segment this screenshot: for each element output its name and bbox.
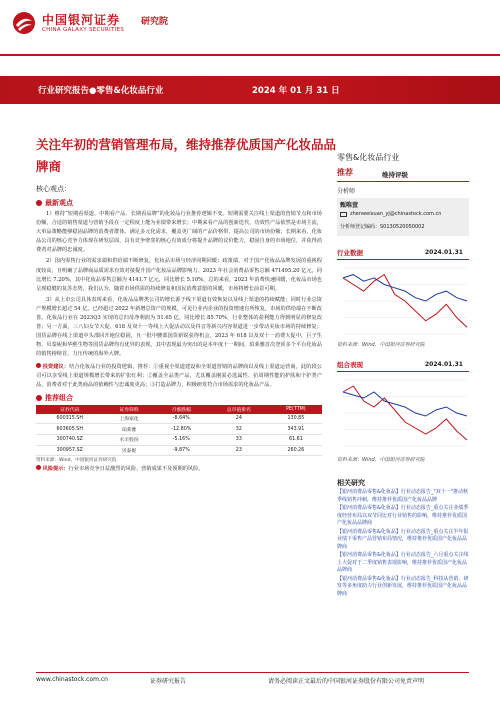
- investment-advice: [36, 363, 322, 390]
- main-content: [36, 198, 322, 474]
- bullet-icon: [36, 200, 42, 206]
- chart1-source: 资料来源：Wind，中国银河证券研究院: [337, 342, 425, 348]
- col-header: 月涨跌幅: [155, 405, 208, 414]
- col-header: 证券简称: [103, 405, 154, 414]
- related-link[interactable]: 【银河消费品零售&化妆品】行业动态报告_六月重点关注线上大促对于二季度销售表现影响，维持推荐优质国产化妆品品牌商: [337, 552, 469, 573]
- portfolio-chart: [337, 374, 469, 452]
- chart2-title: 组合表现: [337, 361, 363, 369]
- table-heading: 推荐组合: [36, 393, 322, 403]
- related-link[interactable]: 【银河消费品零售&化妆品】行业动态报告_"双十一"推动秋季线销售冲刺，维持推荐优质国产化妆品品牌: [337, 489, 469, 503]
- analyst-heading: 分析师: [337, 188, 356, 195]
- paragraph-2: 2）国内零售行业的需求端和供给端不断修复，化妆品市场与经济同期回暖；政策端，对于国产化妆品品牌发展的重视程度较高，且明确了品牌商品质需求有效对接提升国产化妆品品牌影响力。2023 年社会消费品零售总额 471495.20 亿元，同比增长 7.20%，其中化妆品零售总额为 4141.7 亿元，同比增长 5.10%，总的来看，2023 年消费快速回暖，化妆品市场也呈现稳健的复苏态势，我们认为，随着市场供需的持续修复和国民消费意愿的回暖，市场将增长前景可期。: [36, 258, 322, 292]
- chart2-source: 资料来源：Wind，中国银河证券研究院: [337, 457, 425, 463]
- col-header: 总市值排名: [208, 405, 270, 414]
- series-line-1: [343, 275, 467, 301]
- chart2-divider: [337, 371, 469, 372]
- series-line-1: [343, 392, 467, 416]
- industry-chart: [337, 262, 469, 340]
- paragraph-3: 3）从上市公司具体表现来看，化妆品品牌类公司的增长源于线下渠道有效恢复以及线上渠道的持续赋能；同时行业总资产规模增长超过 54 亿，已经超过 2022 年新增总资产的规模，可见行业内企业的投资增速有所恢复，市场的供给端在不断改善。化妆品行业在 2023Q3 实现的总归母净利润为 51.65 亿，同比增长 85.70%，行业整体的盈利能力得到明显的修复改善；另一方面，三八妇女节大促、618 及双十一等线上大促活动以及抖音等新兴内容渠道进一步带动美妆市场的持续修复；国货品牌在线上渠道中头部回升地位稳固，且一批中腰部国货新锐获得机会，2023 年 618 以及双十一消费大促中，巨子生物、贝泰妮和华熙生物等国货品牌均有优异的表现，其中表现最为突出的是本年度十一期间，珀莱雅首次登顶多个平台化妆品的销售榜榜首，力压传统的海外大牌。: [36, 296, 322, 358]
- report-category: 行业研究报告●零售&化妆品行业: [38, 86, 164, 96]
- footer-center: 证券研究报告: [150, 678, 187, 685]
- header-divider: [0, 54, 500, 56]
- related-link[interactable]: 【银河消费品零售&化妆品】行业动态报告_科技从营销、研发等多角度助力行业创新发展，维持推荐优质国产化妆品品牌商: [337, 575, 469, 597]
- paragraph-1: 1）维持“短期看渠道、中期看产品、长期看品牌”的化妆品行业推荐逻辑不变。短期需要关注线上渠道的营销节点和市场份额，合适的销售渠道与营销手段在一定程度上能为业绩带来增长；中期来看产品的创新迭代，功效性产品依然是市场主流，大单品策略能够稳固品牌的消费者群体，满足多元化需求，覆盖更广阔的产品价格带，提高公司的市场份额；长期来看，化妆品公司的核心竞争力体现在研发层面，具有竞争壁垒的核心有效成分将提升品牌的议价能力，稳固自身的市场地位，并获得消费者对品牌的忠诚度。: [36, 211, 322, 254]
- recommend-label: 推荐: [337, 168, 353, 177]
- page-title: 关注年初的营销管理布局，维持推荐优质国产化妆品品牌商: [36, 137, 337, 174]
- col-header: PE(TTM): [270, 405, 322, 414]
- table-row: 300957.SZ 贝泰妮 -9.87% 23 260.26: [36, 445, 322, 456]
- galaxy-logo-icon: [12, 10, 36, 36]
- rating-label: 维持评级: [382, 171, 408, 179]
- related-heading: 相关研究: [337, 479, 365, 487]
- related-link[interactable]: 【银河消费品零售&化妆品】行业动态报告_重点关注半年报业绩下零售产品营销布局情况，维持推荐优质国产化妆品品牌商: [337, 528, 469, 550]
- risk-warning: [36, 465, 322, 474]
- footer-url[interactable]: www.chinastock.com.cn: [36, 676, 108, 683]
- bullet-icon: [36, 395, 42, 401]
- table-row: 603605.SH 珀莱雅 -12.80% 32 343.91: [36, 424, 322, 435]
- industry-name: 零售&化妆品行业: [337, 153, 400, 162]
- footer-divider: [36, 672, 469, 673]
- table-row: 300740.SZ 水羊股份 -5.16% 33 61.61: [36, 434, 322, 445]
- table-source: 资料来源：Wind，中国银河证券研究院: [36, 458, 117, 464]
- col-header: 证券代码: [36, 405, 103, 414]
- table-row: 600315.SH 上海家化 -8.64% 24 130.85: [36, 414, 322, 424]
- bullet-icon: [36, 465, 41, 470]
- analyst-email[interactable]: zhenweixuan_yj@chinastock.com.cn: [350, 211, 442, 217]
- related-link[interactable]: 【银河消费品零售&化妆品】行业动态报告_重点关注业绩季度经营布局以双节同比对行业销售的影响，维持推荐优质国产化妆品品牌商: [337, 505, 469, 526]
- core-label: 核心观点：: [36, 185, 71, 193]
- analyst-name: 甄唯萱: [340, 202, 359, 209]
- chart1-date: 2024.01.31: [425, 249, 463, 256]
- chart1-title: 行业数据: [337, 249, 363, 257]
- invest-label: 投资建议：: [42, 363, 70, 370]
- invest-text: 结合化妆品行业的投资逻辑，推荐：①重视全渠道建设和全渠道营销的品牌商以及线上渠道运营商，此阶段公司可以享受线上渠道规模增长带来的扩张红利；②覆盖全品类产品，尤其覆盖刚需必选属性、抗周期性能的护肤和个护类产品，消费者对于此类商品的依赖性与忠诚度更高；③打造品牌力，积极研发符合市场需求的化妆品产品。: [36, 363, 322, 388]
- mail-icon: [340, 212, 347, 217]
- risk-label: 风险提示：: [42, 466, 69, 473]
- risk-text: 行业市场竞争日益激烈的风险、营销成果不及预期的风险。: [68, 466, 204, 473]
- footer-disclaimer: 请务必阅读正文最后的中国银河证券股份有限公司免责声明: [268, 678, 425, 685]
- brand-name-cn: 中国银河证券: [42, 13, 121, 27]
- portfolio-table: [36, 405, 322, 456]
- brand-name-en: CHINA GALAXY SECURITIES: [42, 27, 125, 33]
- report-date: 2024 年 01 月 31 日: [252, 86, 340, 96]
- sidebar-divider: [337, 181, 469, 182]
- bullet-icon: [36, 363, 41, 368]
- brand-division: 研究院: [141, 17, 169, 27]
- chart1-divider: [337, 259, 469, 260]
- related-list: [337, 489, 469, 599]
- chart2-date: 2024.01.31: [425, 361, 463, 368]
- latest-heading: 最新观点: [36, 198, 322, 208]
- analyst-registration: 分析师登记编码：S0130520050002: [340, 224, 425, 230]
